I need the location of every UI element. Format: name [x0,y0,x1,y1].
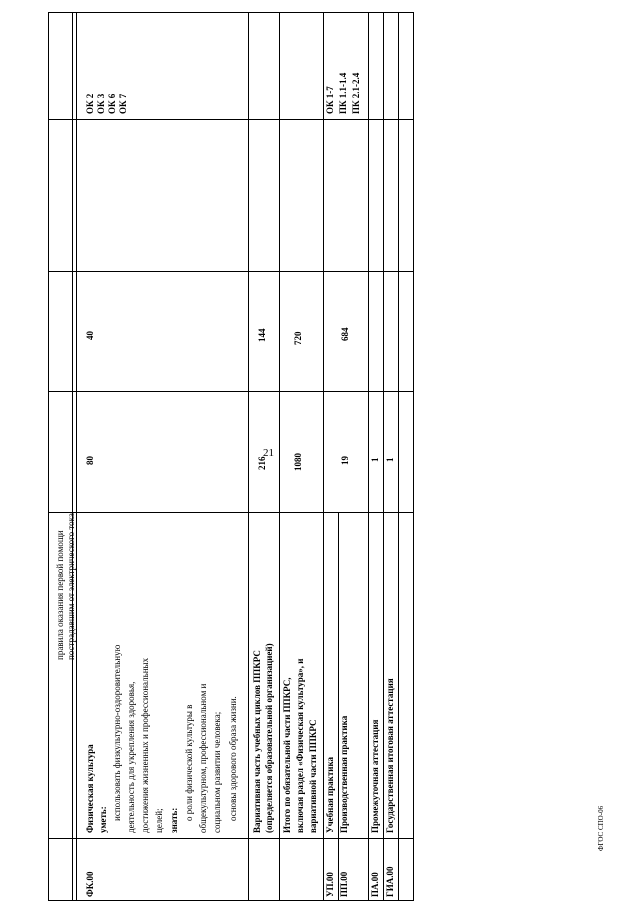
pa-title: Промежуточная аттестация [370,719,380,833]
total-line-3: вариативной части ППКРС [308,719,318,833]
fk-role-line-1: о роли физической культуры в [184,704,194,821]
row-separator [338,512,339,901]
column-separator [48,391,413,392]
first-aid-line-1: правила оказания первой помощи [55,530,65,660]
fk-title: Физическая культура [85,744,95,833]
row-separator [398,12,399,901]
row-separator [72,12,73,901]
column-separator [48,512,413,513]
total-line-2: включая раздел «Физическая культура», и [295,658,305,833]
column-separator [48,838,413,839]
total-line-1: Итого по обязательной части ППКРС, [282,677,292,833]
up-max-hours: 19 [340,456,350,465]
fk-competency-4: ОК 7 [118,93,128,114]
up-title: Учебная практика [325,756,335,833]
pa-weeks: 1 [370,457,380,462]
fk-use-line-3: достижения жизненных и профессиональных [140,657,150,833]
table-border-bottom [48,900,413,901]
variative-line-1: Вариативная часть учебных циклов ППКРС [252,650,262,833]
total-class-hours: 720 [293,331,303,345]
fk-basics: основы здорового образа жизни. [228,696,238,821]
gia-code: ГИА.00 [385,866,395,897]
pp-code: ПП.00 [339,871,349,897]
fk-role-line-3: социальном развитии человека; [212,711,222,833]
variative-class-hours: 144 [257,328,267,342]
table-border-right [413,12,414,901]
row-separator [368,12,369,901]
fk-role-line-2: общекультурном, профессиональном и [198,683,208,833]
fk-code: ФК.00 [85,871,95,897]
fk-use-line-2: деятельность для укрепления здоровья, [126,681,136,833]
fk-class-hours: 40 [85,331,95,340]
variative-line-2: (определяется образовательной организацией) [264,643,274,833]
table-border-top [48,12,413,13]
total-max-hours: 1080 [293,453,303,471]
pa-code: ПА.00 [370,872,380,897]
footer-code: ФГОС СПО-06 [597,805,605,851]
row-separator [323,12,324,901]
gia-title: Государственная итоговая аттестация [385,678,395,833]
page-number: 21 [263,447,274,459]
up-competency-2: ПК 1.1-1.4 [338,72,348,114]
fk-znat-label: знать: [169,807,179,833]
fk-competency-1: ОК 2 [85,93,95,114]
row-separator [383,12,384,901]
fk-max-hours: 80 [85,456,95,465]
row-separator [76,12,77,901]
fk-competency-2: ОК 3 [96,93,106,114]
up-competency-3: ПК 2.1-2.4 [351,72,361,114]
gia-weeks: 1 [385,457,395,462]
fk-umet-label: уметь: [98,806,108,833]
pp-title: Производственная практика [339,715,349,833]
row-separator [279,12,280,901]
first-aid-line-2: пострадавшим от электрического тока [66,513,76,660]
fk-use-line-4: целей; [154,808,164,833]
row-separator [248,12,249,901]
column-separator [48,119,413,120]
up-competency-1: ОК 1-7 [325,86,335,114]
fk-competency-3: ОК 6 [107,93,117,114]
column-separator [48,271,413,272]
table-border-left [48,12,49,901]
up-class-hours: 684 [340,327,350,341]
variative-max-hours: 216 [257,456,267,470]
fk-use-line-1: использовать физкультурно-оздоровительную [112,644,122,821]
up-code: УП.00 [325,872,335,897]
